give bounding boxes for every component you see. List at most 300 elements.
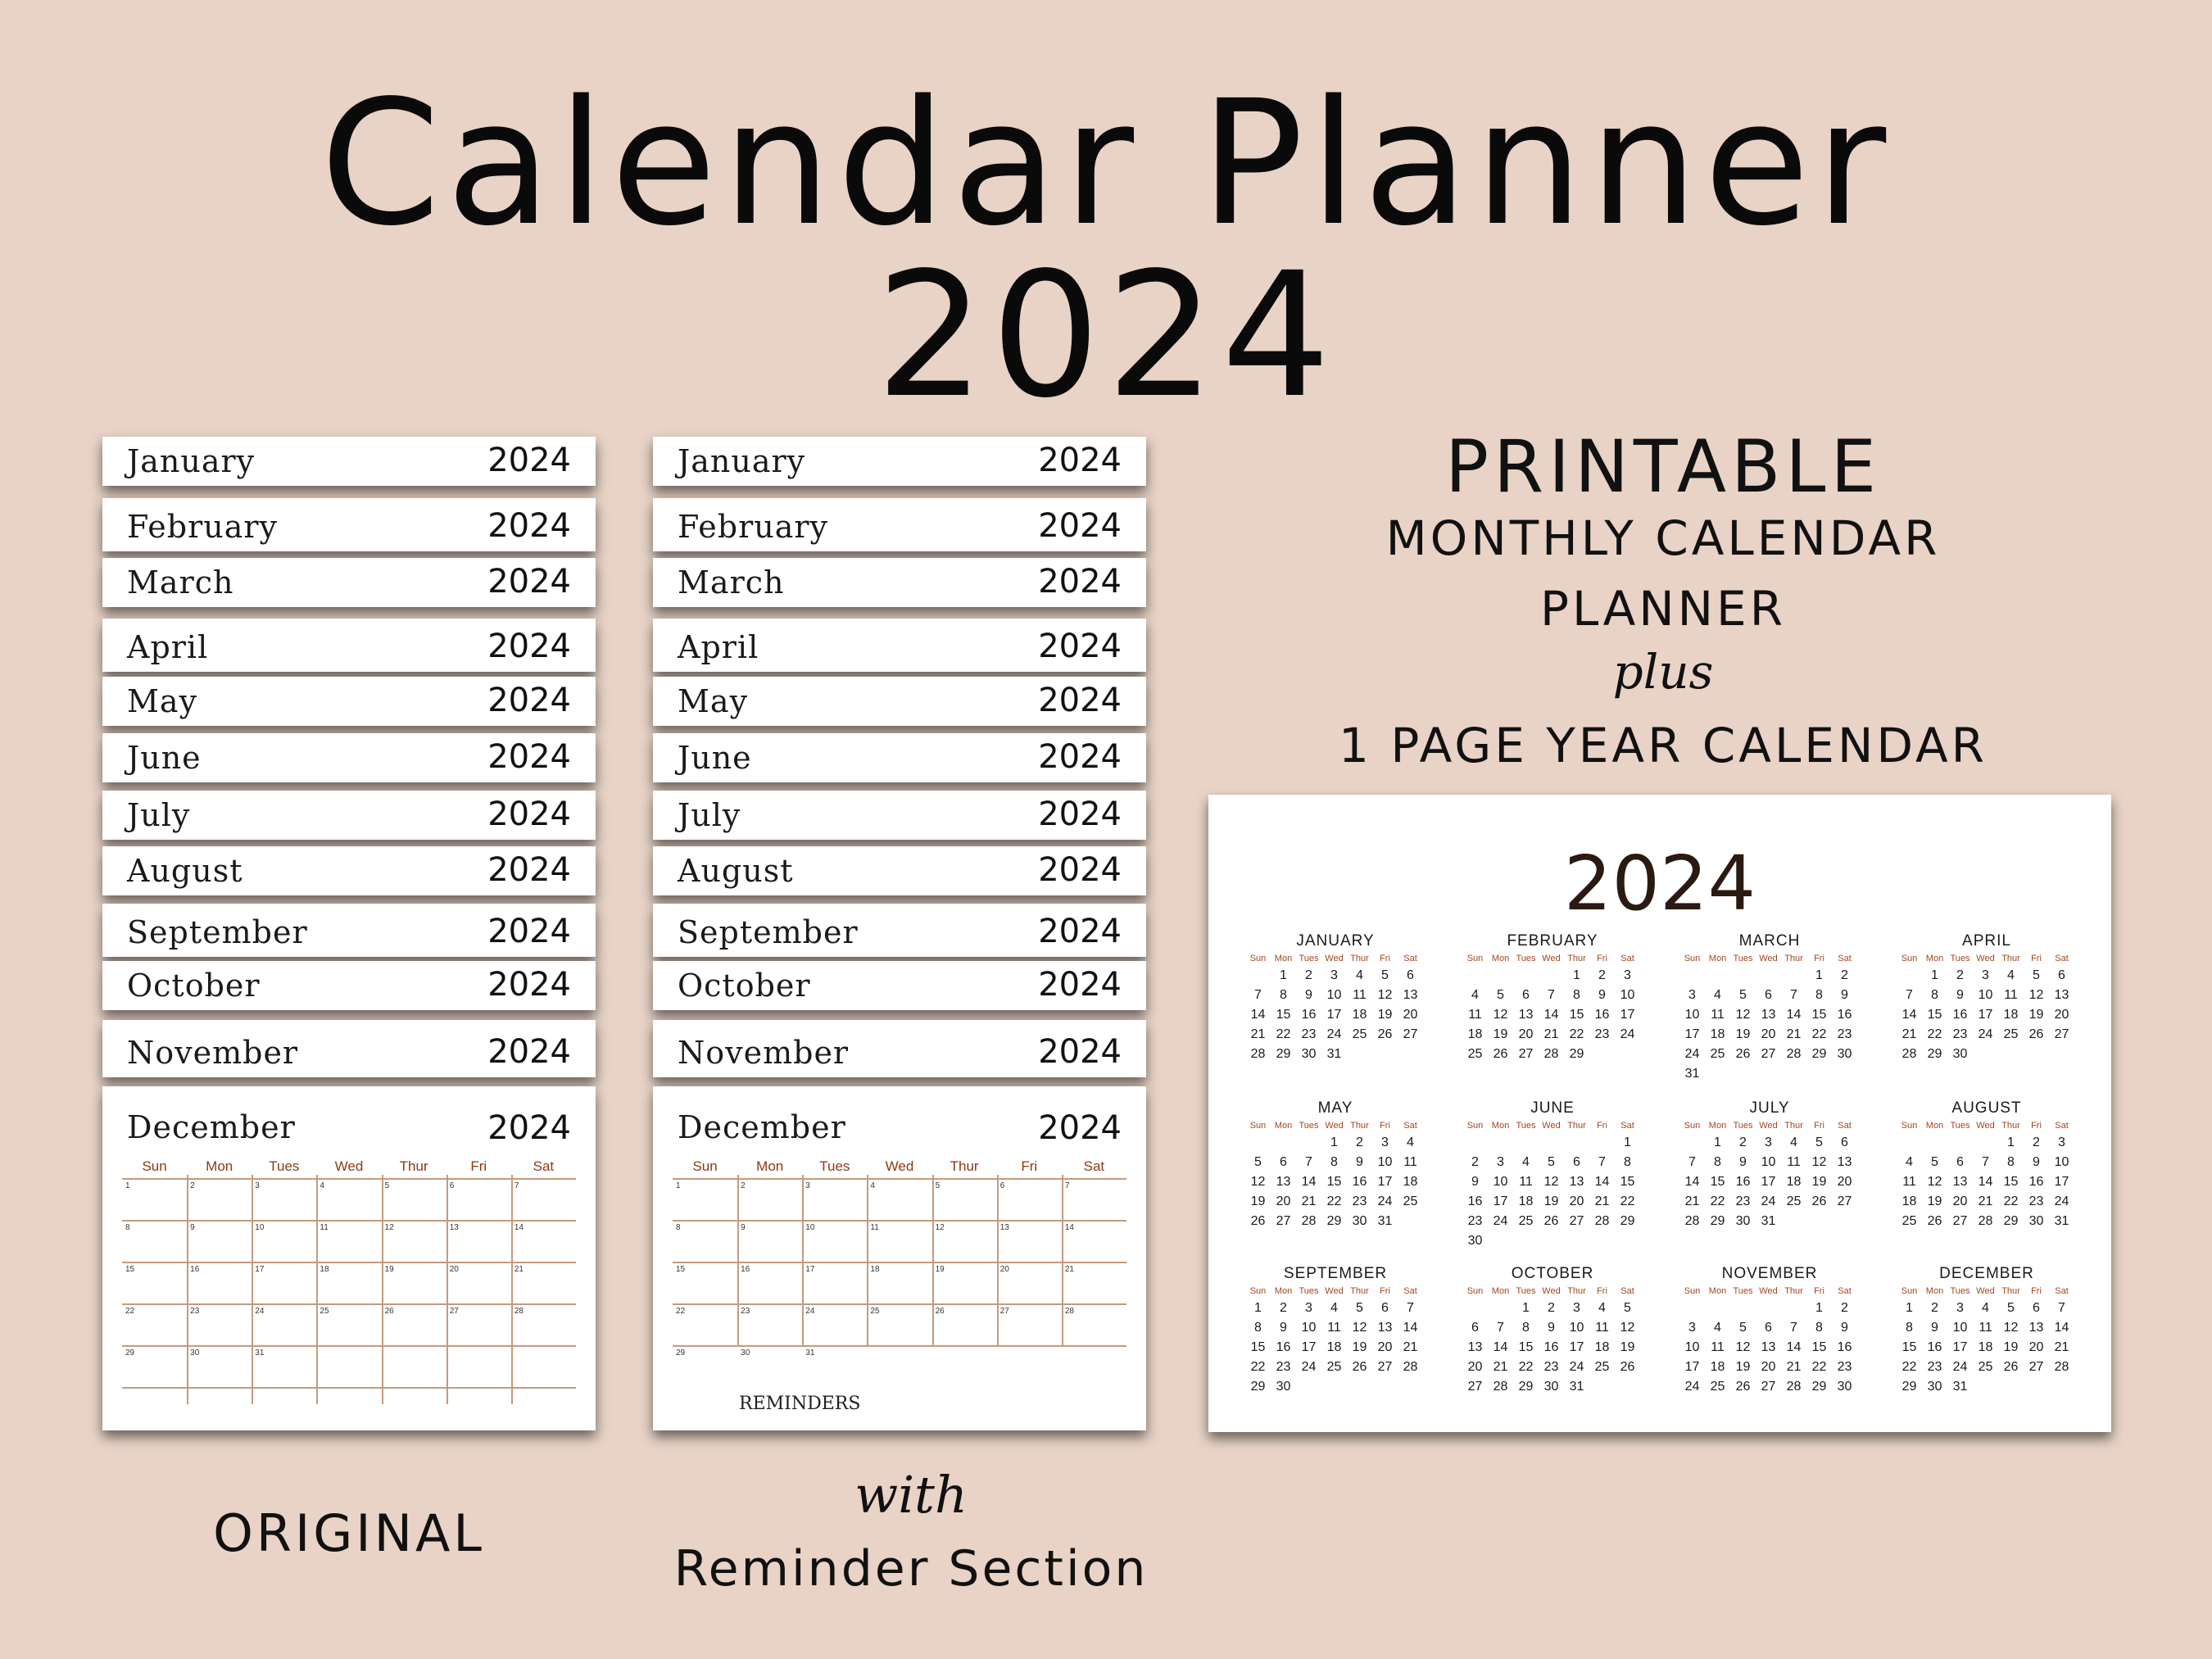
weekday-header: Sat (533, 1158, 555, 1174)
day-number: 23 (741, 1307, 750, 1316)
grid-line (382, 1175, 383, 1404)
mini-day: 15 (1276, 1008, 1291, 1022)
weekday-header: Thur (950, 1158, 979, 1174)
month-name: May (127, 683, 198, 719)
day-number: 27 (999, 1307, 1009, 1316)
grid-line (802, 1175, 804, 1345)
mini-day: 12 (2028, 988, 2044, 1002)
mini-day: 2 (1931, 1301, 1938, 1315)
mini-day: 18 (1710, 1360, 1725, 1374)
mini-day: 10 (1301, 1321, 1317, 1335)
day-number: 23 (190, 1307, 200, 1316)
mini-day: 8 (1906, 1321, 1913, 1335)
mini-day: 15 (1927, 1008, 1942, 1022)
grid-line (997, 1175, 999, 1345)
mini-month-name: MARCH (1738, 932, 1801, 950)
month-page (102, 846, 596, 895)
day-number: 10 (255, 1223, 265, 1232)
mini-day: 11 (1902, 1175, 1916, 1189)
day-number: 5 (384, 1181, 390, 1190)
mini-day: 6 (1765, 1321, 1772, 1335)
original-caption: ORIGINAL (213, 1503, 485, 1563)
mini-day: 7 (1688, 1155, 1696, 1169)
month-page (102, 904, 596, 957)
month-page (653, 677, 1146, 726)
mini-weekday: Mon (1491, 1286, 1510, 1296)
mini-day: 29 (1326, 1214, 1342, 1228)
mini-day: 29 (1620, 1214, 1635, 1228)
mini-day: 16 (1927, 1340, 1942, 1354)
month-year: 2024 (487, 738, 571, 776)
mini-day: 28 (1902, 1047, 1917, 1061)
mini-weekday: Fri (1814, 954, 1824, 963)
mini-day: 18 (1594, 1340, 1610, 1354)
mini-day: 17 (1761, 1175, 1776, 1189)
mini-day: 24 (1952, 1360, 1968, 1374)
mini-day: 2 (1280, 1301, 1287, 1315)
mini-day: 27 (1952, 1214, 1968, 1228)
mini-day: 1 (1573, 968, 1580, 982)
mini-day: 11 (1519, 1175, 1533, 1189)
mini-day: 12 (1927, 1175, 1942, 1189)
mini-day: 28 (1594, 1214, 1610, 1228)
mini-day: 4 (1471, 988, 1479, 1002)
month-year: 2024 (487, 563, 571, 601)
mini-day: 7 (2058, 1301, 2065, 1315)
reminder-section-caption: Reminder Section (673, 1540, 1149, 1598)
grid-line (673, 1303, 1126, 1305)
month-name: October (127, 968, 261, 1004)
mini-day: 27 (1467, 1380, 1483, 1394)
mini-day: 13 (1569, 1175, 1584, 1189)
mini-day: 6 (2033, 1301, 2040, 1315)
mini-day: 4 (1790, 1135, 1797, 1149)
mini-day: 7 (1254, 988, 1262, 1002)
month-page (653, 437, 1146, 486)
mini-day: 20 (1403, 1008, 1418, 1022)
mini-day: 1 (1522, 1301, 1530, 1315)
mini-day: 12 (2003, 1321, 2019, 1335)
mini-day: 19 (1493, 1027, 1508, 1041)
mini-day: 13 (1467, 1340, 1483, 1354)
mini-month-name: NOVEMBER (1721, 1265, 1818, 1282)
mini-day: 5 (1497, 988, 1504, 1002)
day-number: 25 (870, 1307, 880, 1316)
mini-month-name: MAY (1317, 1099, 1353, 1117)
grid-line (737, 1175, 739, 1345)
weekday-header: Sun (142, 1158, 167, 1174)
day-number: 17 (805, 1265, 815, 1274)
day-number: 1 (125, 1181, 130, 1190)
mini-day: 7 (1790, 988, 1797, 1002)
mini-day: 26 (1543, 1214, 1559, 1228)
month-year: 2024 (1038, 913, 1122, 950)
mini-day: 17 (1377, 1175, 1393, 1189)
mini-day: 24 (1569, 1360, 1584, 1374)
month-page (653, 791, 1146, 840)
mini-day: 3 (1305, 1301, 1312, 1315)
mini-day: 19 (1811, 1175, 1827, 1189)
mini-day: 28 (1403, 1360, 1418, 1374)
mini-day: 28 (1301, 1214, 1317, 1228)
day-number: 24 (255, 1307, 265, 1316)
mini-day: 1 (1906, 1301, 1913, 1315)
mini-day: 14 (1902, 1008, 1917, 1022)
year-calendar-page (1208, 795, 2111, 1432)
mini-day: 13 (1377, 1321, 1393, 1335)
day-number: 17 (255, 1265, 265, 1274)
weekday-header: Wed (885, 1158, 914, 1174)
mini-day: 18 (1710, 1027, 1725, 1041)
reminder-monthly-pages-stack (653, 437, 1146, 1433)
mini-day: 26 (1250, 1214, 1266, 1228)
mini-weekday: Fri (1597, 1121, 1607, 1131)
day-number: 14 (1064, 1223, 1074, 1232)
mini-day: 14 (1786, 1340, 1802, 1354)
mini-day: 11 (1711, 1008, 1725, 1022)
month-page (102, 677, 596, 726)
mini-day: 11 (1787, 1155, 1801, 1169)
mini-day: 1 (1815, 1301, 1823, 1315)
mini-weekday: Fri (1597, 1286, 1607, 1296)
mini-day: 8 (1624, 1155, 1631, 1169)
weekday-header: Tues (269, 1158, 300, 1174)
mini-day: 29 (1250, 1380, 1266, 1394)
month-year: 2024 (1038, 507, 1122, 545)
mini-day: 9 (2033, 1155, 2040, 1169)
monthly-calendar-heading: MONTHLY CALENDAR (1385, 510, 1941, 566)
weekday-header: Thur (399, 1158, 428, 1174)
grid-line (673, 1178, 1126, 1180)
mini-day: 20 (1952, 1194, 1968, 1208)
month-name: June (678, 740, 752, 776)
december-grid (122, 1158, 576, 1404)
mini-day: 11 (1403, 1155, 1417, 1169)
mini-day: 23 (1467, 1214, 1483, 1228)
mini-day: 6 (1573, 1155, 1580, 1169)
mini-day: 30 (1952, 1047, 1968, 1061)
mini-day: 10 (1493, 1175, 1508, 1189)
mini-day: 7 (1982, 1155, 1989, 1169)
mini-day: 25 (1467, 1047, 1483, 1061)
mini-day: 21 (1786, 1027, 1802, 1041)
mini-weekday: Fri (2031, 1286, 2042, 1296)
day-number: 12 (384, 1223, 394, 1232)
mini-day: 9 (1598, 988, 1606, 1002)
day-number: 5 (935, 1181, 941, 1190)
mini-weekday: Sun (1684, 1286, 1701, 1296)
mini-day: 4 (1906, 1155, 1913, 1169)
mini-day: 9 (1280, 1321, 1287, 1335)
grid-line (122, 1220, 576, 1222)
day-number: 1 (676, 1181, 681, 1190)
mini-day: 11 (1468, 1008, 1482, 1022)
mini-month-name: SEPTEMBER (1283, 1265, 1388, 1282)
month-name: February (127, 509, 279, 545)
mini-day: 5 (1356, 1301, 1363, 1315)
mini-weekday: Fri (1380, 1286, 1390, 1296)
mini-weekday: Sat (2055, 1121, 2069, 1131)
month-name: June (127, 740, 202, 776)
mini-weekday: Thur (1567, 1286, 1586, 1296)
mini-day: 12 (1250, 1175, 1266, 1189)
mini-day: 1 (1280, 968, 1287, 982)
mini-day: 24 (1326, 1027, 1342, 1041)
month-name: April (127, 629, 209, 665)
mini-day: 27 (2054, 1027, 2069, 1041)
mini-day: 20 (2054, 1008, 2069, 1022)
mini-weekday: Wed (1325, 1286, 1344, 1296)
mini-month-name: FEBRUARY (1507, 932, 1598, 950)
mini-day: 3 (1982, 968, 1989, 982)
mini-day: 3 (1381, 1135, 1389, 1149)
mini-day: 9 (1739, 1155, 1747, 1169)
mini-day: 15 (1902, 1340, 1917, 1354)
mini-day: 12 (1735, 1340, 1751, 1354)
mini-day: 15 (2003, 1175, 2019, 1189)
mini-day: 20 (2028, 1340, 2044, 1354)
month-name: January (678, 443, 806, 479)
mini-day: 1 (1254, 1301, 1262, 1315)
mini-day: 12 (1620, 1321, 1635, 1335)
mini-day: 4 (1330, 1301, 1338, 1315)
mini-day: 18 (2003, 1008, 2019, 1022)
mini-day: 31 (1952, 1380, 1968, 1394)
mini-day: 19 (1735, 1027, 1751, 1041)
mini-day: 20 (1837, 1175, 1852, 1189)
month-year: 2024 (1038, 966, 1122, 1004)
mini-weekday: Mon (1491, 954, 1510, 963)
month-name: April (678, 629, 759, 665)
month-year: 2024 (1038, 738, 1122, 776)
mini-weekday: Tues (1950, 1286, 1970, 1296)
mini-day: 5 (1815, 1135, 1823, 1149)
day-number: 25 (320, 1307, 329, 1316)
mini-day: 27 (1761, 1380, 1776, 1394)
mini-day: 26 (1735, 1047, 1751, 1061)
mini-day: 31 (1326, 1047, 1342, 1061)
mini-day: 11 (1979, 1321, 1992, 1335)
mini-weekday: Sun (1901, 954, 1918, 963)
mini-weekday: Tues (1950, 1121, 1970, 1131)
mini-day: 4 (1598, 1301, 1606, 1315)
mini-day: 22 (1811, 1027, 1827, 1041)
mini-day: 14 (1301, 1175, 1317, 1189)
mini-day: 21 (1978, 1194, 1993, 1208)
mini-day: 26 (1377, 1027, 1393, 1041)
mini-day: 21 (1301, 1194, 1317, 1208)
mini-day: 10 (1952, 1321, 1968, 1335)
mini-day: 12 (1377, 988, 1393, 1002)
day-number: 9 (741, 1223, 746, 1232)
mini-day: 2 (1739, 1135, 1747, 1149)
mini-day: 8 (2007, 1155, 2015, 1169)
mini-day: 14 (1250, 1008, 1266, 1022)
mini-day: 4 (1407, 1135, 1414, 1149)
mini-day: 26 (1493, 1047, 1508, 1061)
grid-line (252, 1175, 253, 1404)
grid-line (1062, 1175, 1063, 1345)
mini-day: 19 (1927, 1194, 1942, 1208)
mini-day: 13 (2054, 988, 2069, 1002)
mini-day: 17 (1301, 1340, 1317, 1354)
mini-day: 7 (1598, 1155, 1606, 1169)
mini-day: 8 (1254, 1321, 1262, 1335)
mini-weekday: Fri (2031, 1121, 2042, 1131)
month-page (102, 619, 596, 672)
mini-day: 4 (1714, 1321, 1721, 1335)
day-number: 10 (805, 1223, 815, 1232)
mini-weekday: Tues (1299, 954, 1319, 963)
mini-day: 10 (1684, 1340, 1700, 1354)
mini-day: 15 (1518, 1340, 1534, 1354)
mini-day: 11 (1711, 1340, 1725, 1354)
mini-day: 4 (1522, 1155, 1530, 1169)
mini-day: 10 (1684, 1008, 1700, 1022)
mini-day: 10 (1620, 988, 1635, 1002)
mini-day: 31 (1761, 1214, 1776, 1228)
mini-day: 22 (1518, 1360, 1534, 1374)
mini-day: 22 (1902, 1360, 1917, 1374)
mini-day: 5 (1931, 1155, 1938, 1169)
mini-day: 8 (1573, 988, 1580, 1002)
mini-day: 30 (1837, 1047, 1852, 1061)
printable-heading: PRINTABLE (1444, 424, 1882, 509)
mini-day: 15 (1326, 1175, 1342, 1189)
mini-weekday: Thur (1784, 1286, 1803, 1296)
mini-weekday: Mon (1274, 1121, 1293, 1131)
mini-month-name: JUNE (1530, 1099, 1575, 1117)
main-title-year: 2024 (875, 235, 1337, 436)
mini-day: 5 (1254, 1155, 1262, 1169)
mini-day: 26 (1927, 1214, 1942, 1228)
day-number: 26 (935, 1307, 945, 1316)
mini-day: 18 (1786, 1175, 1802, 1189)
mini-day: 11 (1595, 1321, 1609, 1335)
weekday-header: Sun (692, 1158, 718, 1174)
month-year: 2024 (1038, 628, 1122, 665)
mini-day: 24 (1301, 1360, 1317, 1374)
month-year: 2024 (487, 851, 571, 889)
mini-day: 14 (1786, 1008, 1802, 1022)
month-page (102, 558, 596, 607)
mini-weekday: Sun (1466, 954, 1484, 963)
mini-weekday: Mon (1708, 954, 1727, 963)
mini-day: 9 (1471, 1175, 1479, 1189)
weekday-header: Fri (470, 1158, 487, 1174)
mini-day: 18 (1467, 1027, 1483, 1041)
mini-day: 6 (2058, 968, 2065, 982)
mini-day: 22 (1811, 1360, 1827, 1374)
grid-line (316, 1175, 318, 1404)
mini-day: 4 (1982, 1301, 1989, 1315)
mini-day: 14 (1543, 1008, 1559, 1022)
mini-day: 3 (1765, 1135, 1772, 1149)
mini-day: 16 (1837, 1340, 1852, 1354)
mini-day: 15 (1620, 1175, 1635, 1189)
month-year: 2024 (1038, 563, 1122, 601)
mini-weekday: Thur (2001, 1286, 2020, 1296)
mini-weekday: Tues (1516, 954, 1536, 963)
mini-day: 23 (2028, 1194, 2044, 1208)
mini-month-name: JANUARY (1296, 932, 1375, 950)
mini-day: 15 (1811, 1008, 1827, 1022)
mini-day: 2 (1548, 1301, 1555, 1315)
day-number: 7 (1064, 1181, 1070, 1190)
month-page (102, 1020, 596, 1077)
reminders-label: REMINDERS (739, 1394, 861, 1414)
grid-line (446, 1175, 448, 1404)
mini-day: 6 (1407, 968, 1414, 982)
grid-line (673, 1262, 1126, 1263)
mini-day: 23 (1301, 1027, 1317, 1041)
mini-month-name: OCTOBER (1511, 1265, 1594, 1282)
mini-day: 27 (2028, 1360, 2044, 1374)
mini-day: 9 (1305, 988, 1312, 1002)
mini-weekday: Wed (1759, 1121, 1778, 1131)
mini-day: 20 (1761, 1027, 1776, 1041)
mini-day: 20 (1569, 1194, 1584, 1208)
mini-day: 26 (1811, 1194, 1827, 1208)
mini-day: 9 (1931, 1321, 1938, 1335)
mini-day: 16 (1735, 1175, 1751, 1189)
mini-day: 28 (2054, 1360, 2069, 1374)
mini-weekday: Tues (1733, 1121, 1753, 1131)
mini-weekday: Mon (1925, 1286, 1944, 1296)
mini-day: 23 (1594, 1027, 1610, 1041)
mini-day: 8 (1815, 1321, 1823, 1335)
mini-day: 30 (1927, 1380, 1942, 1394)
day-number: 15 (676, 1265, 686, 1274)
mini-day: 2 (1356, 1135, 1363, 1149)
mini-weekday: Wed (1325, 1121, 1344, 1131)
month-name: July (127, 797, 191, 833)
mini-weekday: Fri (1380, 954, 1390, 963)
mini-day: 15 (1811, 1340, 1827, 1354)
mini-day: 10 (1978, 988, 1993, 1002)
mini-day: 21 (2054, 1340, 2069, 1354)
month-year: 2024 (1038, 1109, 1122, 1147)
month-year: 2024 (1038, 682, 1122, 719)
mini-day: 29 (2003, 1214, 2019, 1228)
mini-day: 1 (1815, 968, 1823, 982)
month-year: 2024 (1038, 796, 1122, 833)
mini-day: 25 (1902, 1214, 1917, 1228)
mini-weekday: Wed (1542, 1286, 1561, 1296)
mini-weekday: Sat (1403, 954, 1417, 963)
mini-weekday: Mon (1274, 954, 1293, 963)
mini-day: 28 (1250, 1047, 1266, 1061)
mini-day: 31 (1684, 1067, 1700, 1081)
grid-line (867, 1175, 868, 1345)
month-page (102, 498, 596, 551)
mini-day: 29 (1710, 1214, 1725, 1228)
mini-day: 3 (2058, 1135, 2065, 1149)
day-number: 27 (449, 1307, 459, 1316)
december-grid (673, 1158, 1126, 1404)
mini-day: 31 (2054, 1214, 2069, 1228)
mini-day: 17 (1569, 1340, 1584, 1354)
with-caption: with (854, 1465, 968, 1525)
mini-day: 18 (1518, 1194, 1534, 1208)
mini-day: 14 (1594, 1175, 1610, 1189)
mini-weekday: Sat (1620, 1121, 1634, 1131)
mini-day: 20 (1467, 1360, 1483, 1374)
mini-day: 5 (1739, 1321, 1747, 1335)
mini-day: 23 (1837, 1360, 1852, 1374)
mini-day: 11 (1353, 988, 1367, 1002)
day-number: 24 (805, 1307, 815, 1316)
